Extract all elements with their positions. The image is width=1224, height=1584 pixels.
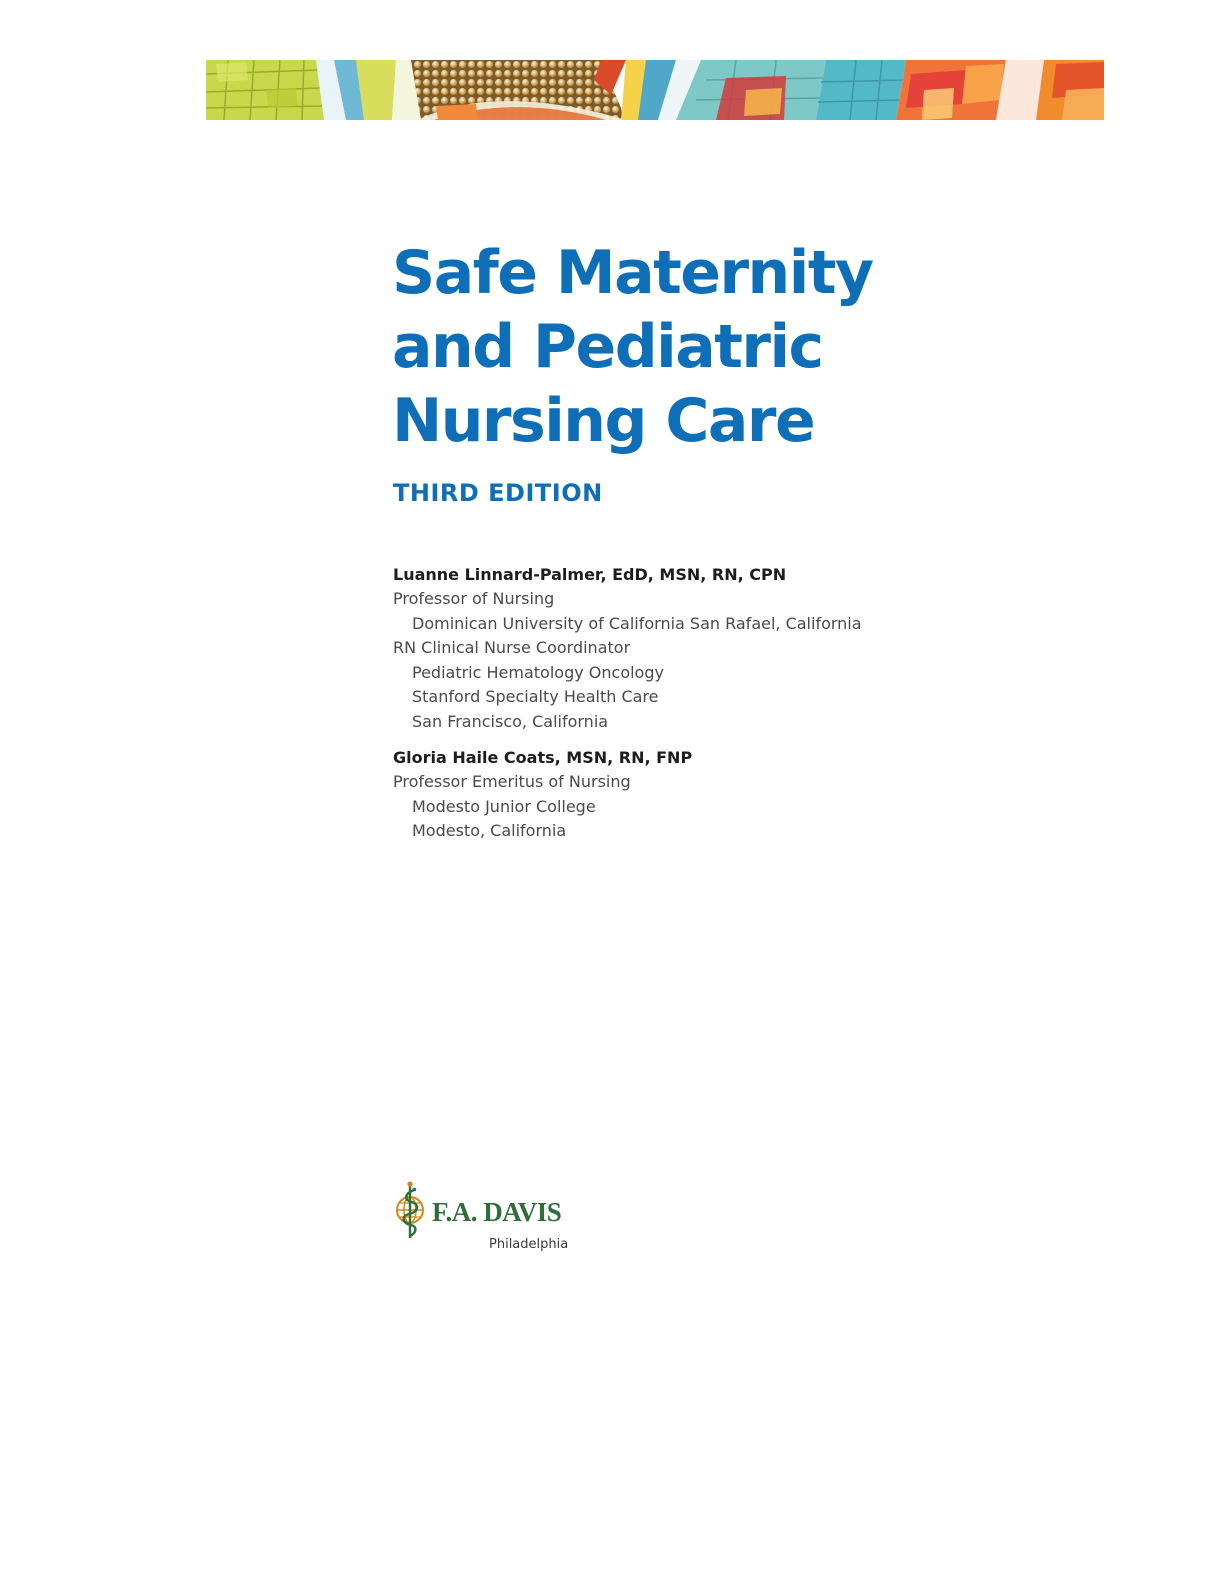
author-block: [393, 746, 692, 844]
publisher-name: F.A. DAVIS: [432, 1197, 562, 1227]
author-affiliation-line: RN Clinical Nurse Coordinator: [393, 638, 631, 657]
book-title-line: Safe Maternity: [392, 238, 873, 308]
book-edition: THIRD EDITION: [393, 479, 603, 507]
publisher-logo: [392, 1176, 582, 1260]
book-title-line: and Pediatric: [392, 312, 823, 382]
author-block: [393, 563, 862, 734]
author-affiliation-line: Dominican University of California San Rafael, California: [412, 613, 862, 633]
author-name: Gloria Haile Coats, MSN, RN, FNP: [393, 748, 693, 767]
author-affiliation-line: Stanford Specialty Health Care: [412, 687, 659, 706]
globe-caduceus-icon: [392, 1178, 428, 1242]
author-affiliation-line: Modesto Junior College: [412, 796, 596, 816]
publisher-city: Philadelphia: [489, 1237, 569, 1252]
author-affiliation-line: San Francisco, California: [412, 711, 609, 731]
author-affiliation-line: Professor Emeritus of Nursing: [393, 772, 631, 791]
book-title: [392, 236, 873, 458]
book-title-line: Nursing Care: [392, 386, 815, 456]
mosaic-banner: [206, 60, 1104, 120]
author-name: Luanne Linnard-Palmer, EdD, MSN, RN, CPN: [393, 565, 787, 584]
author-affiliation-line: Modesto, California: [412, 821, 567, 840]
author-affiliation-line: Professor of Nursing: [393, 589, 555, 608]
author-affiliation-line: Pediatric Hematology Oncology: [412, 662, 664, 682]
mosaic-image: [206, 60, 1104, 120]
